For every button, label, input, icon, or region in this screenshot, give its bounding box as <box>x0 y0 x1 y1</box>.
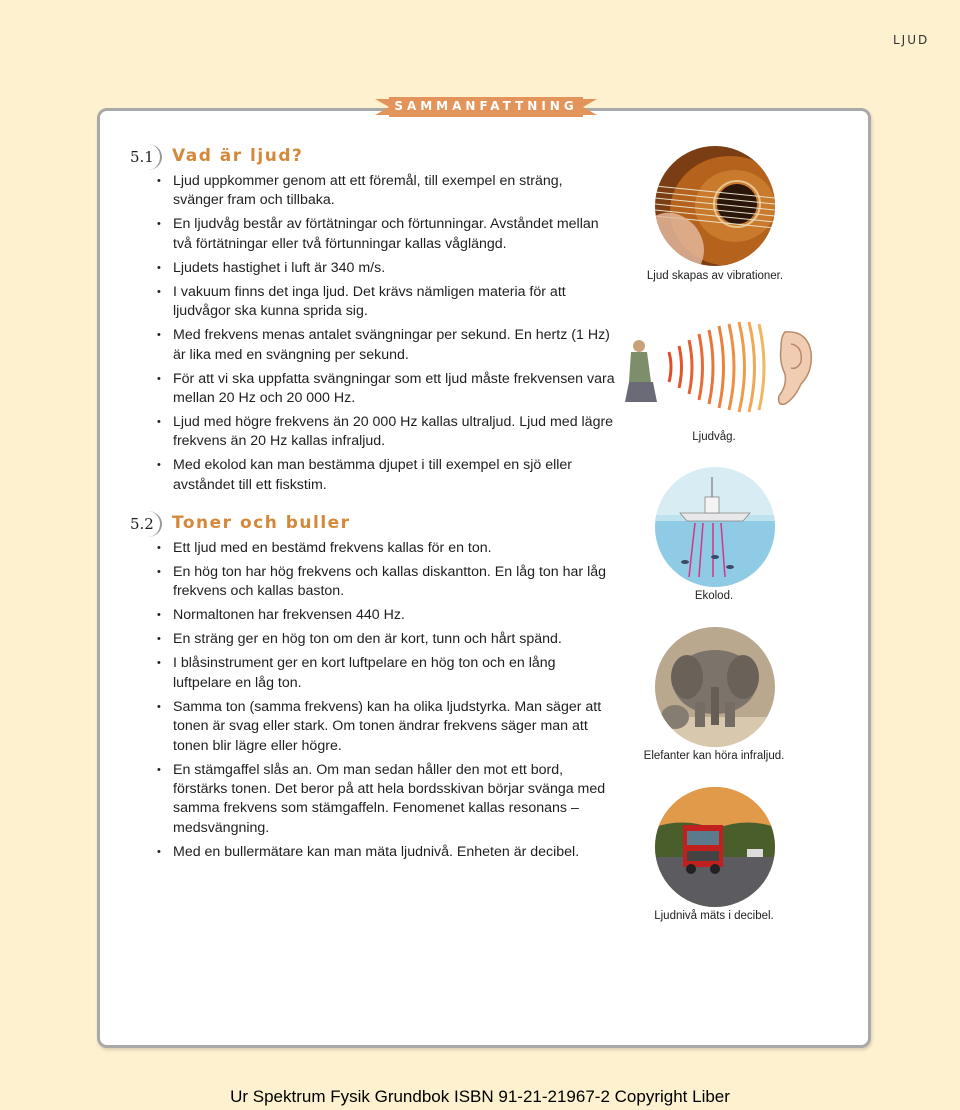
bullet-item: • För att vi ska uppfatta svängningar som ett ljud måste frekvensen vara mellan 20 Hz och 20 000 Hz. <box>155 370 615 409</box>
section-title: Toner och buller <box>172 513 351 533</box>
truck-traffic-photo-icon <box>655 787 775 907</box>
section-number: 5.2 <box>130 515 154 533</box>
bullet-item: • Med frekvens menas antalet svängningar per sekund. En hertz (1 Hz) är lika med en svängning per sekund. <box>155 326 615 365</box>
echo-sounder-illustration-icon <box>655 467 775 587</box>
bullet-item: • I blåsinstrument ger en kort luftpelare en hög ton och en lång luftpelare en låg ton. <box>155 654 615 693</box>
bullet-item: • Med ekolod kan man bestämma djupet i till exempel en sjö eller avståndet till ett fiskstim. <box>155 456 615 495</box>
bullet-item: • En sträng ger en hög ton om den är kort, tunn och hårt spänd. <box>155 630 615 649</box>
image-caption: Ljudvåg. <box>692 431 736 443</box>
bullet-item: • En hög ton har hög frekvens och kallas diskantton. En låg ton har låg frekvens och kallas baston. <box>155 563 615 602</box>
chapter-label: LJUD <box>893 33 930 47</box>
section-bullet-list <box>155 539 615 867</box>
bullet-item: • Normaltonen har frekvensen 440 Hz. <box>155 606 615 625</box>
summary-banner-title: SAMMANFATTNING <box>394 99 578 113</box>
image-caption: Ekolod. <box>694 590 734 602</box>
summary-banner <box>375 95 597 119</box>
copyright-footer: Ur Spektrum Fysik Grundbok ISBN 91-21-21967-2 Copyright Liber <box>230 1087 730 1106</box>
elephants-photo-icon <box>655 627 775 747</box>
bullet-item: • En stämgaffel slås an. Om man sedan håller den mot ett bord, förstärks tonen. Det beror på att hela bordsskivan börjar svänga med samma frekvens som stämgaffeln. Fenomenet kallas resonans – medsvängning. <box>155 761 615 839</box>
image-caption: Ljud skapas av vibrationer. <box>646 270 784 282</box>
section-title: Vad är ljud? <box>172 146 304 166</box>
bullet-item: • Med en bullermätare kan man mäta ljudnivå. Enheten är decibel. <box>155 843 615 862</box>
image-caption: Elefanter kan höra infraljud. <box>643 750 785 762</box>
bullet-item: • Ljudets hastighet i luft är 340 m/s. <box>155 259 615 278</box>
section-number: 5.1 <box>130 148 154 166</box>
sound-wave-illustration-icon <box>617 312 817 416</box>
section-bullet-list <box>155 172 615 500</box>
bullet-item: • Ljud med högre frekvens än 20 000 Hz kallas ultraljud. Ljud med lägre frekvens än 20 Hz kallas infraljud. <box>155 413 615 452</box>
bullet-item: • En ljudvåg består av förtätningar och förtunningar. Avståndet mellan två förtätningar eller två förtunningar kallas våglängd. <box>155 215 615 254</box>
bullet-item: • Samma ton (samma frekvens) kan ha olika ljudstyrka. Man säger att tonen är svag eller stark. Om tonen ändrar frekvens säger man att tonen blir lägre eller högre. <box>155 698 615 756</box>
image-caption: Ljudnivå mäts i decibel. <box>654 910 774 922</box>
bullet-item: • Ett ljud med en bestämd frekvens kallas för en ton. <box>155 539 615 558</box>
bullet-item: • I vakuum finns det inga ljud. Det krävs nämligen materia för att ljudvågor ska kunna sprida sig. <box>155 283 615 322</box>
guitar-photo-icon <box>655 146 775 266</box>
bullet-item: • Ljud uppkommer genom att ett föremål, till exempel en sträng, svänger fram och tillbaka. <box>155 172 615 211</box>
